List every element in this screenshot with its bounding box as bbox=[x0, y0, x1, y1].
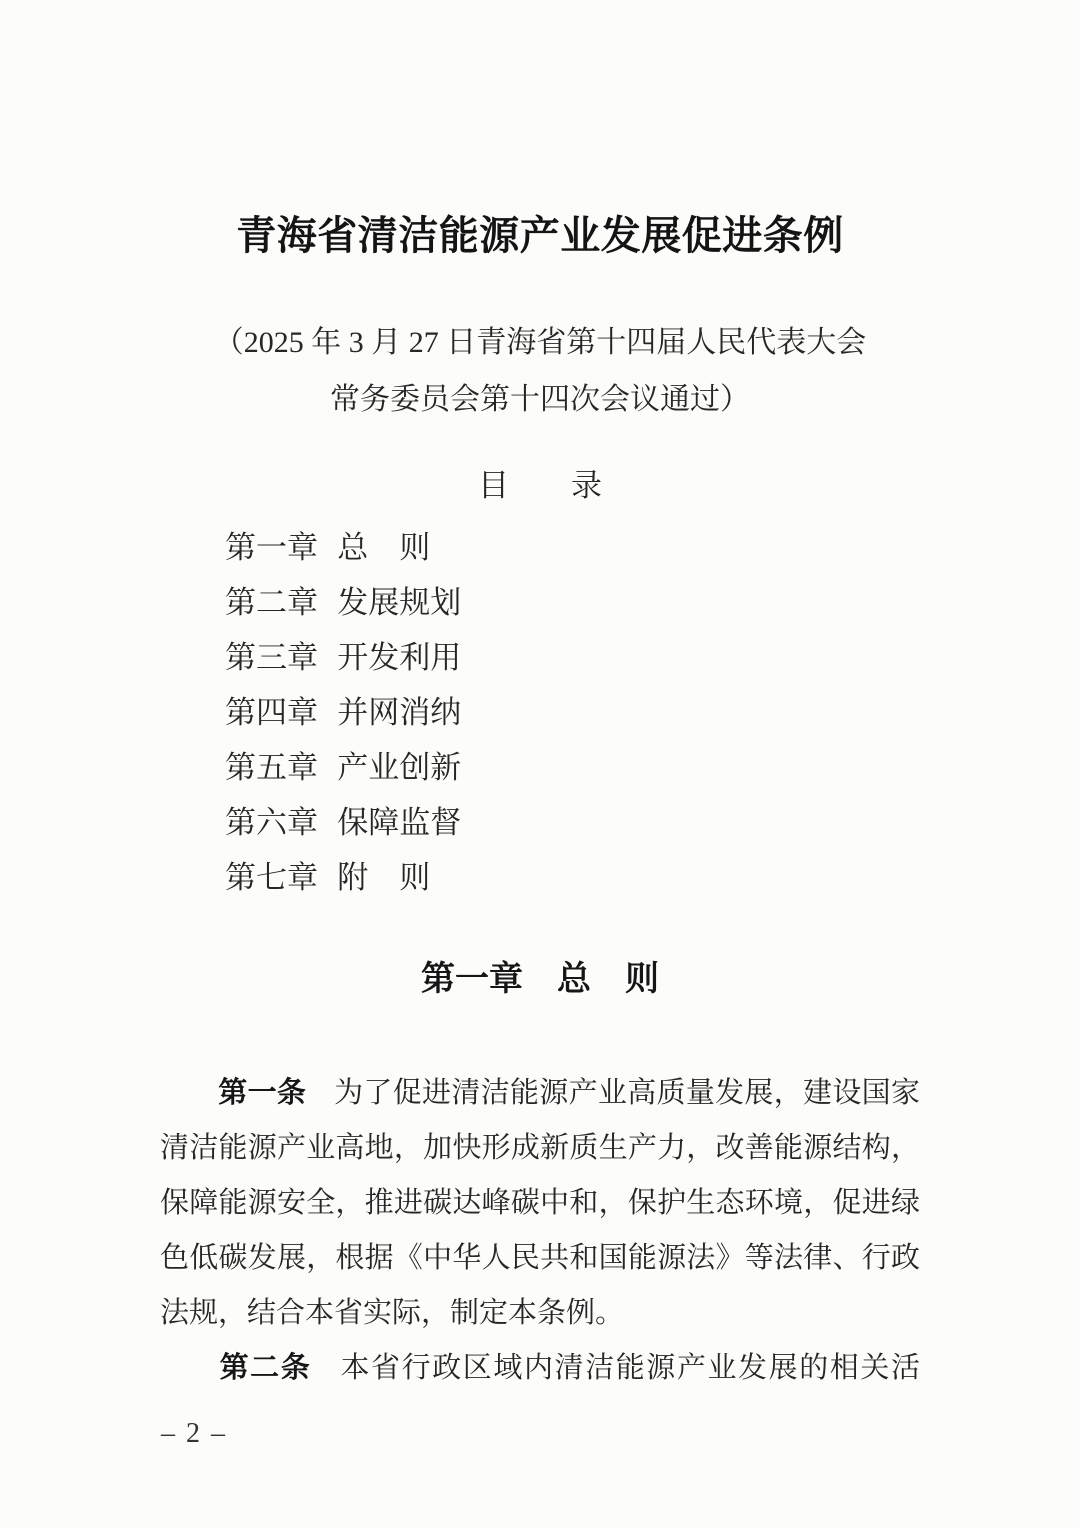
article-1-line-1 bbox=[160, 1066, 920, 1121]
toc-chapter-label: 第一章 bbox=[225, 530, 318, 565]
toc-chapter-title: 附 则 bbox=[337, 860, 431, 895]
toc-item-chapter-3 bbox=[225, 630, 920, 685]
article-1-line-3: 保障能源安全，推进碳达峰碳中和，保护生态环境，促进绿 bbox=[160, 1187, 920, 1219]
page-number: – 2 – bbox=[161, 1418, 227, 1449]
article-2-text: 本省行政区域内清洁能源产业发展的相关活 bbox=[338, 1352, 920, 1384]
enactment-line-1: （2025 年 3 月 27 日青海省第十四届人民代表大会 bbox=[213, 326, 867, 359]
toc-item-chapter-1 bbox=[225, 520, 920, 575]
article-1-text: 为了促进清洁能源产业高质量发展，建设国家 bbox=[333, 1077, 920, 1109]
toc-heading: 目 录 bbox=[478, 468, 602, 503]
chapter-1-heading: 第一章 总 则 bbox=[421, 960, 659, 998]
toc-chapter-label: 第三章 bbox=[225, 640, 318, 675]
toc-chapter-title: 产业创新 bbox=[337, 750, 462, 785]
toc-chapter-label: 第四章 bbox=[225, 695, 318, 730]
toc-list bbox=[160, 520, 920, 905]
toc-item-chapter-2 bbox=[225, 575, 920, 630]
toc-chapter-label: 第七章 bbox=[225, 860, 318, 895]
toc-chapter-title: 开发利用 bbox=[337, 640, 462, 675]
toc-chapter-label: 第二章 bbox=[225, 585, 318, 620]
toc-item-chapter-7 bbox=[225, 850, 920, 905]
toc-chapter-title: 发展规划 bbox=[337, 585, 462, 620]
article-2-line-1 bbox=[160, 1341, 920, 1396]
toc-chapter-title: 保障监督 bbox=[337, 805, 462, 840]
article-2-label: 第二条 bbox=[218, 1352, 312, 1384]
enactment-note bbox=[160, 314, 920, 428]
article-1-line-5: 法规，结合本省实际，制定本条例。 bbox=[160, 1297, 625, 1329]
article-1-line-2: 清洁能源产业高地，加快形成新质生产力，改善能源结构， bbox=[160, 1132, 920, 1164]
document-title: 青海省清洁能源产业发展促进条例 bbox=[236, 214, 844, 258]
toc-chapter-label: 第六章 bbox=[225, 805, 318, 840]
toc-chapter-label: 第五章 bbox=[225, 750, 318, 785]
toc-chapter-title: 并网消纳 bbox=[337, 695, 462, 730]
article-1-line-4: 色低碳发展，根据《中华人民共和国能源法》等法律、行政 bbox=[160, 1242, 920, 1274]
article-1-label: 第一条 bbox=[218, 1077, 307, 1109]
toc-item-chapter-5 bbox=[225, 740, 920, 795]
toc-item-chapter-6 bbox=[225, 795, 920, 850]
body-text bbox=[160, 1066, 920, 1396]
toc-chapter-title: 总 则 bbox=[337, 530, 431, 565]
toc-item-chapter-4 bbox=[225, 685, 920, 740]
enactment-line-2: 常务委员会第十四次会议通过） bbox=[330, 383, 750, 416]
